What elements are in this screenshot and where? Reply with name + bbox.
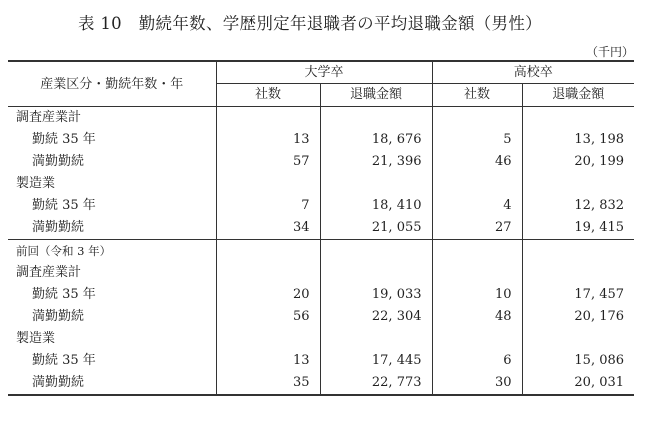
cell-companies (432, 107, 522, 130)
row-header-label: 産業区分・勤続年数・年 (8, 61, 216, 107)
table-row (8, 107, 634, 130)
cell-companies (216, 240, 320, 263)
cell-amount (320, 240, 432, 263)
row-label: 満勤勤続 (32, 309, 85, 324)
cell-companies: 5 (432, 129, 522, 151)
row-label: 満勤勤続 (32, 220, 85, 235)
cell-companies: 6 (432, 350, 522, 372)
table-body (8, 107, 634, 396)
cell-amount: 22, 304 (320, 306, 432, 328)
group-header-university: 大学卒 (216, 61, 432, 84)
cell-amount: 20, 199 (522, 151, 634, 173)
col-header-amount: 退職金額 (522, 84, 634, 107)
row-label: 製造業 (16, 176, 56, 191)
cell-companies: 34 (216, 217, 320, 240)
table-row (8, 328, 634, 350)
row-label: 勤続 35 年 (32, 198, 96, 213)
header-row-groups (8, 61, 634, 84)
unit-label: （千円） (585, 45, 634, 59)
row-label: 製造業 (16, 331, 56, 346)
table-row (8, 173, 634, 195)
cell-amount (320, 328, 432, 350)
table-row (8, 129, 634, 151)
cell-amount (522, 173, 634, 195)
cell-amount (320, 107, 432, 130)
cell-amount: 17, 457 (522, 284, 634, 306)
cell-amount (320, 173, 432, 195)
cell-companies: 27 (432, 217, 522, 240)
cell-amount (522, 240, 634, 263)
table-row (8, 306, 634, 328)
table-row (8, 262, 634, 284)
cell-amount (320, 262, 432, 284)
cell-amount (522, 262, 634, 284)
cell-companies: 46 (432, 151, 522, 173)
cell-amount: 13, 198 (522, 129, 634, 151)
cell-amount: 20, 031 (522, 372, 634, 395)
col-header-companies: 社数 (216, 84, 320, 107)
cell-companies: 4 (432, 195, 522, 217)
cell-amount (522, 328, 634, 350)
row-label: 調査産業計 (8, 107, 216, 130)
cell-companies (216, 173, 320, 195)
cell-companies: 56 (216, 306, 320, 328)
cell-companies: 30 (432, 372, 522, 395)
cell-companies: 13 (216, 129, 320, 151)
table-row (8, 151, 634, 173)
table-row (8, 240, 634, 263)
cell-amount: 18, 676 (320, 129, 432, 151)
cell-companies (432, 173, 522, 195)
cell-amount: 19, 033 (320, 284, 432, 306)
cell-companies (432, 262, 522, 284)
cell-companies (432, 328, 522, 350)
group-header-highschool: 高校卒 (432, 61, 634, 84)
cell-companies: 20 (216, 284, 320, 306)
severance-table (8, 60, 634, 396)
table-row (8, 372, 634, 395)
cell-companies: 13 (216, 350, 320, 372)
cell-companies (216, 262, 320, 284)
row-label: 満勤勤続 (8, 372, 216, 395)
table-title: 表 10 勤続年数、学歴別定年退職者の平均退職金額（男性） (78, 14, 542, 33)
cell-amount: 15, 086 (522, 350, 634, 372)
col-header-amount: 退職金額 (320, 84, 432, 107)
cell-amount: 18, 410 (320, 195, 432, 217)
table-row (8, 350, 634, 372)
row-label: 調査産業計 (16, 265, 82, 280)
col-header-companies: 社数 (432, 84, 522, 107)
cell-amount: 21, 055 (320, 217, 432, 240)
cell-companies: 10 (432, 284, 522, 306)
cell-companies: 57 (216, 151, 320, 173)
row-label: 勤続 35 年 (32, 132, 96, 147)
table-row (8, 195, 634, 217)
cell-amount: 17, 445 (320, 350, 432, 372)
cell-amount: 19, 415 (522, 217, 634, 240)
cell-amount (522, 107, 634, 130)
table-row (8, 217, 634, 240)
cell-amount: 12, 832 (522, 195, 634, 217)
row-label: 満勤勤続 (32, 154, 85, 169)
cell-companies (216, 107, 320, 130)
table-row (8, 284, 634, 306)
cell-amount: 22, 773 (320, 372, 432, 395)
cell-amount: 21, 396 (320, 151, 432, 173)
row-label: 勤続 35 年 (32, 353, 96, 368)
cell-amount: 20, 176 (522, 306, 634, 328)
cell-companies: 35 (216, 372, 320, 395)
cell-companies: 7 (216, 195, 320, 217)
cell-companies: 48 (432, 306, 522, 328)
cell-companies (216, 328, 320, 350)
row-label: 勤続 35 年 (32, 287, 96, 302)
row-label: 前回（令和 3 年） (8, 240, 216, 263)
cell-companies (432, 240, 522, 263)
